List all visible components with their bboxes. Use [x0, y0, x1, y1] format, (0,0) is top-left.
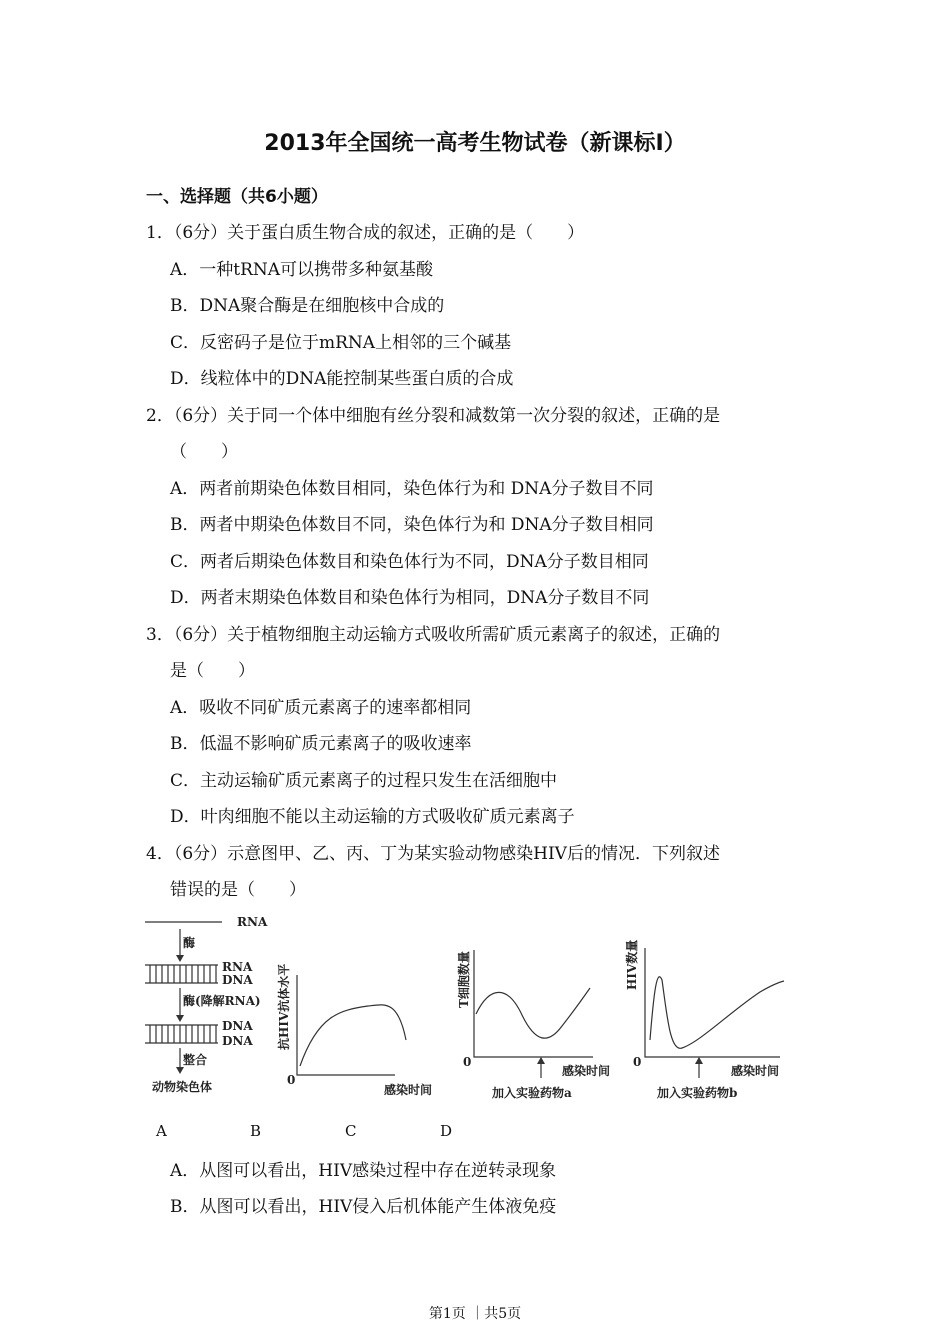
figure-label-b: B [250, 1122, 262, 1140]
question-4-stem: 4．（6分）示意图甲、乙、丙、丁为某实验动物感染HIV后的情况．下列叙述 [146, 844, 720, 864]
hybrid-rungs [150, 965, 216, 983]
label-dna-1: DNA [222, 1019, 253, 1033]
label-hybrid-rna: RNA [222, 960, 253, 974]
figure-label-c: C [345, 1122, 357, 1140]
label-integrate: 整合 [183, 1053, 208, 1067]
dna-rungs [150, 1025, 216, 1043]
question-4-option-b: B．从图可以看出，HIV侵入后机体能产生体液免疫 [170, 1197, 557, 1217]
panel-c-arrow-head [537, 1057, 545, 1064]
question-4-stem-cont: 错误的是（ ） [170, 880, 306, 900]
question-2-stem: 2．（6分）关于同一个体中细胞有丝分裂和减数第一次分裂的叙述，正确的是 [146, 406, 721, 426]
question-1-option-b: B．DNA聚合酶是在细胞核中合成的 [170, 296, 445, 316]
question-3-stem-cont: 是（ ） [170, 661, 255, 681]
question-2-option-c: C．两者后期染色体数目和染色体行为不同，DNA分子数目相同 [170, 552, 649, 572]
arrow-head-3 [176, 1067, 184, 1074]
question-3-option-a: A．吸收不同矿质元素离子的速率都相同 [170, 698, 472, 718]
question-3-option-b: B．低温不影响矿质元素离子的吸收速率 [170, 734, 472, 754]
panel-d-drug-label: 加入实验药物b [657, 1086, 738, 1100]
panel-b-ylabel: 抗HIV抗体水平 [277, 963, 291, 1050]
question-2-option-a: A．两者前期染色体数目相同，染色体行为和 DNA分子数目不同 [170, 479, 654, 499]
panel-c-axes [474, 950, 593, 1057]
panel-c-tcell-curve [476, 988, 590, 1038]
label-rna: RNA [237, 915, 268, 929]
question-2-stem-cont: （ ） [170, 442, 238, 462]
question-1-stem: 1．（6分）关于蛋白质生物合成的叙述，正确的是（ ） [146, 223, 585, 243]
question-1-option-d: D．线粒体中的DNA能控制某些蛋白质的合成 [170, 369, 514, 389]
panel-b-xlabel: 感染时间 [384, 1083, 433, 1097]
panel-c-xlabel: 感染时间 [562, 1064, 611, 1078]
section-heading: 一、选择题（共6小题） [146, 187, 328, 207]
panel-d-origin: 0 [633, 1055, 642, 1069]
question-3-stem: 3．（6分）关于植物细胞主动运输方式吸收所需矿质元素离子的叙述，正确的 [146, 625, 721, 645]
label-hybrid-dna: DNA [222, 973, 253, 987]
question-3-option-d: D．叶肉细胞不能以主动运输的方式吸收矿质元素离子 [170, 807, 575, 827]
figure-label-d: D [440, 1122, 453, 1140]
arrow-head-1 [176, 955, 184, 962]
question-2-option-d: D．两者末期染色体数目和染色体行为相同，DNA分子数目不同 [170, 588, 650, 608]
label-chromosome: 动物染色体 [152, 1080, 213, 1094]
panel-c-ylabel: T细胞数量 [457, 951, 471, 1008]
panel-d-xlabel: 感染时间 [731, 1064, 780, 1078]
panel-b-antibody-curve [300, 1005, 406, 1066]
arrow-head-2 [176, 1015, 184, 1022]
question-4-option-a: A．从图可以看出，HIV感染过程中存在逆转录现象 [170, 1161, 557, 1181]
label-enzyme-degrade: 酶(降解RNA) [183, 994, 261, 1008]
panel-c-drug-label: 加入实验药物a [492, 1086, 572, 1100]
question-3-option-c: C．主动运输矿质元素离子的过程只发生在活细胞中 [170, 771, 558, 791]
page-title: 2013年全国统一高考生物试卷（新课标Ⅰ） [264, 131, 686, 156]
label-enzyme: 酶 [183, 936, 196, 950]
question-1-option-c: C．反密码子是位于mRNA上相邻的三个碱基 [170, 333, 512, 353]
question-2-option-b: B．两者中期染色体数目不同，染色体行为和 DNA分子数目相同 [170, 515, 654, 535]
panel-d-hiv-curve [650, 977, 784, 1049]
figure-label-a: A [156, 1122, 167, 1140]
panel-d-arrow-head [695, 1057, 703, 1064]
label-dna-2: DNA [222, 1034, 253, 1048]
page-footer: 第1页 ｜共5页 [428, 1306, 522, 1322]
panel-d-ylabel: HIV数量 [625, 939, 639, 990]
panel-b-origin: 0 [287, 1073, 296, 1087]
question-1-option-a: A．一种tRNA可以携带多种氨基酸 [170, 260, 434, 280]
panel-c-origin: 0 [463, 1055, 472, 1069]
panel-b-axes [297, 975, 395, 1075]
